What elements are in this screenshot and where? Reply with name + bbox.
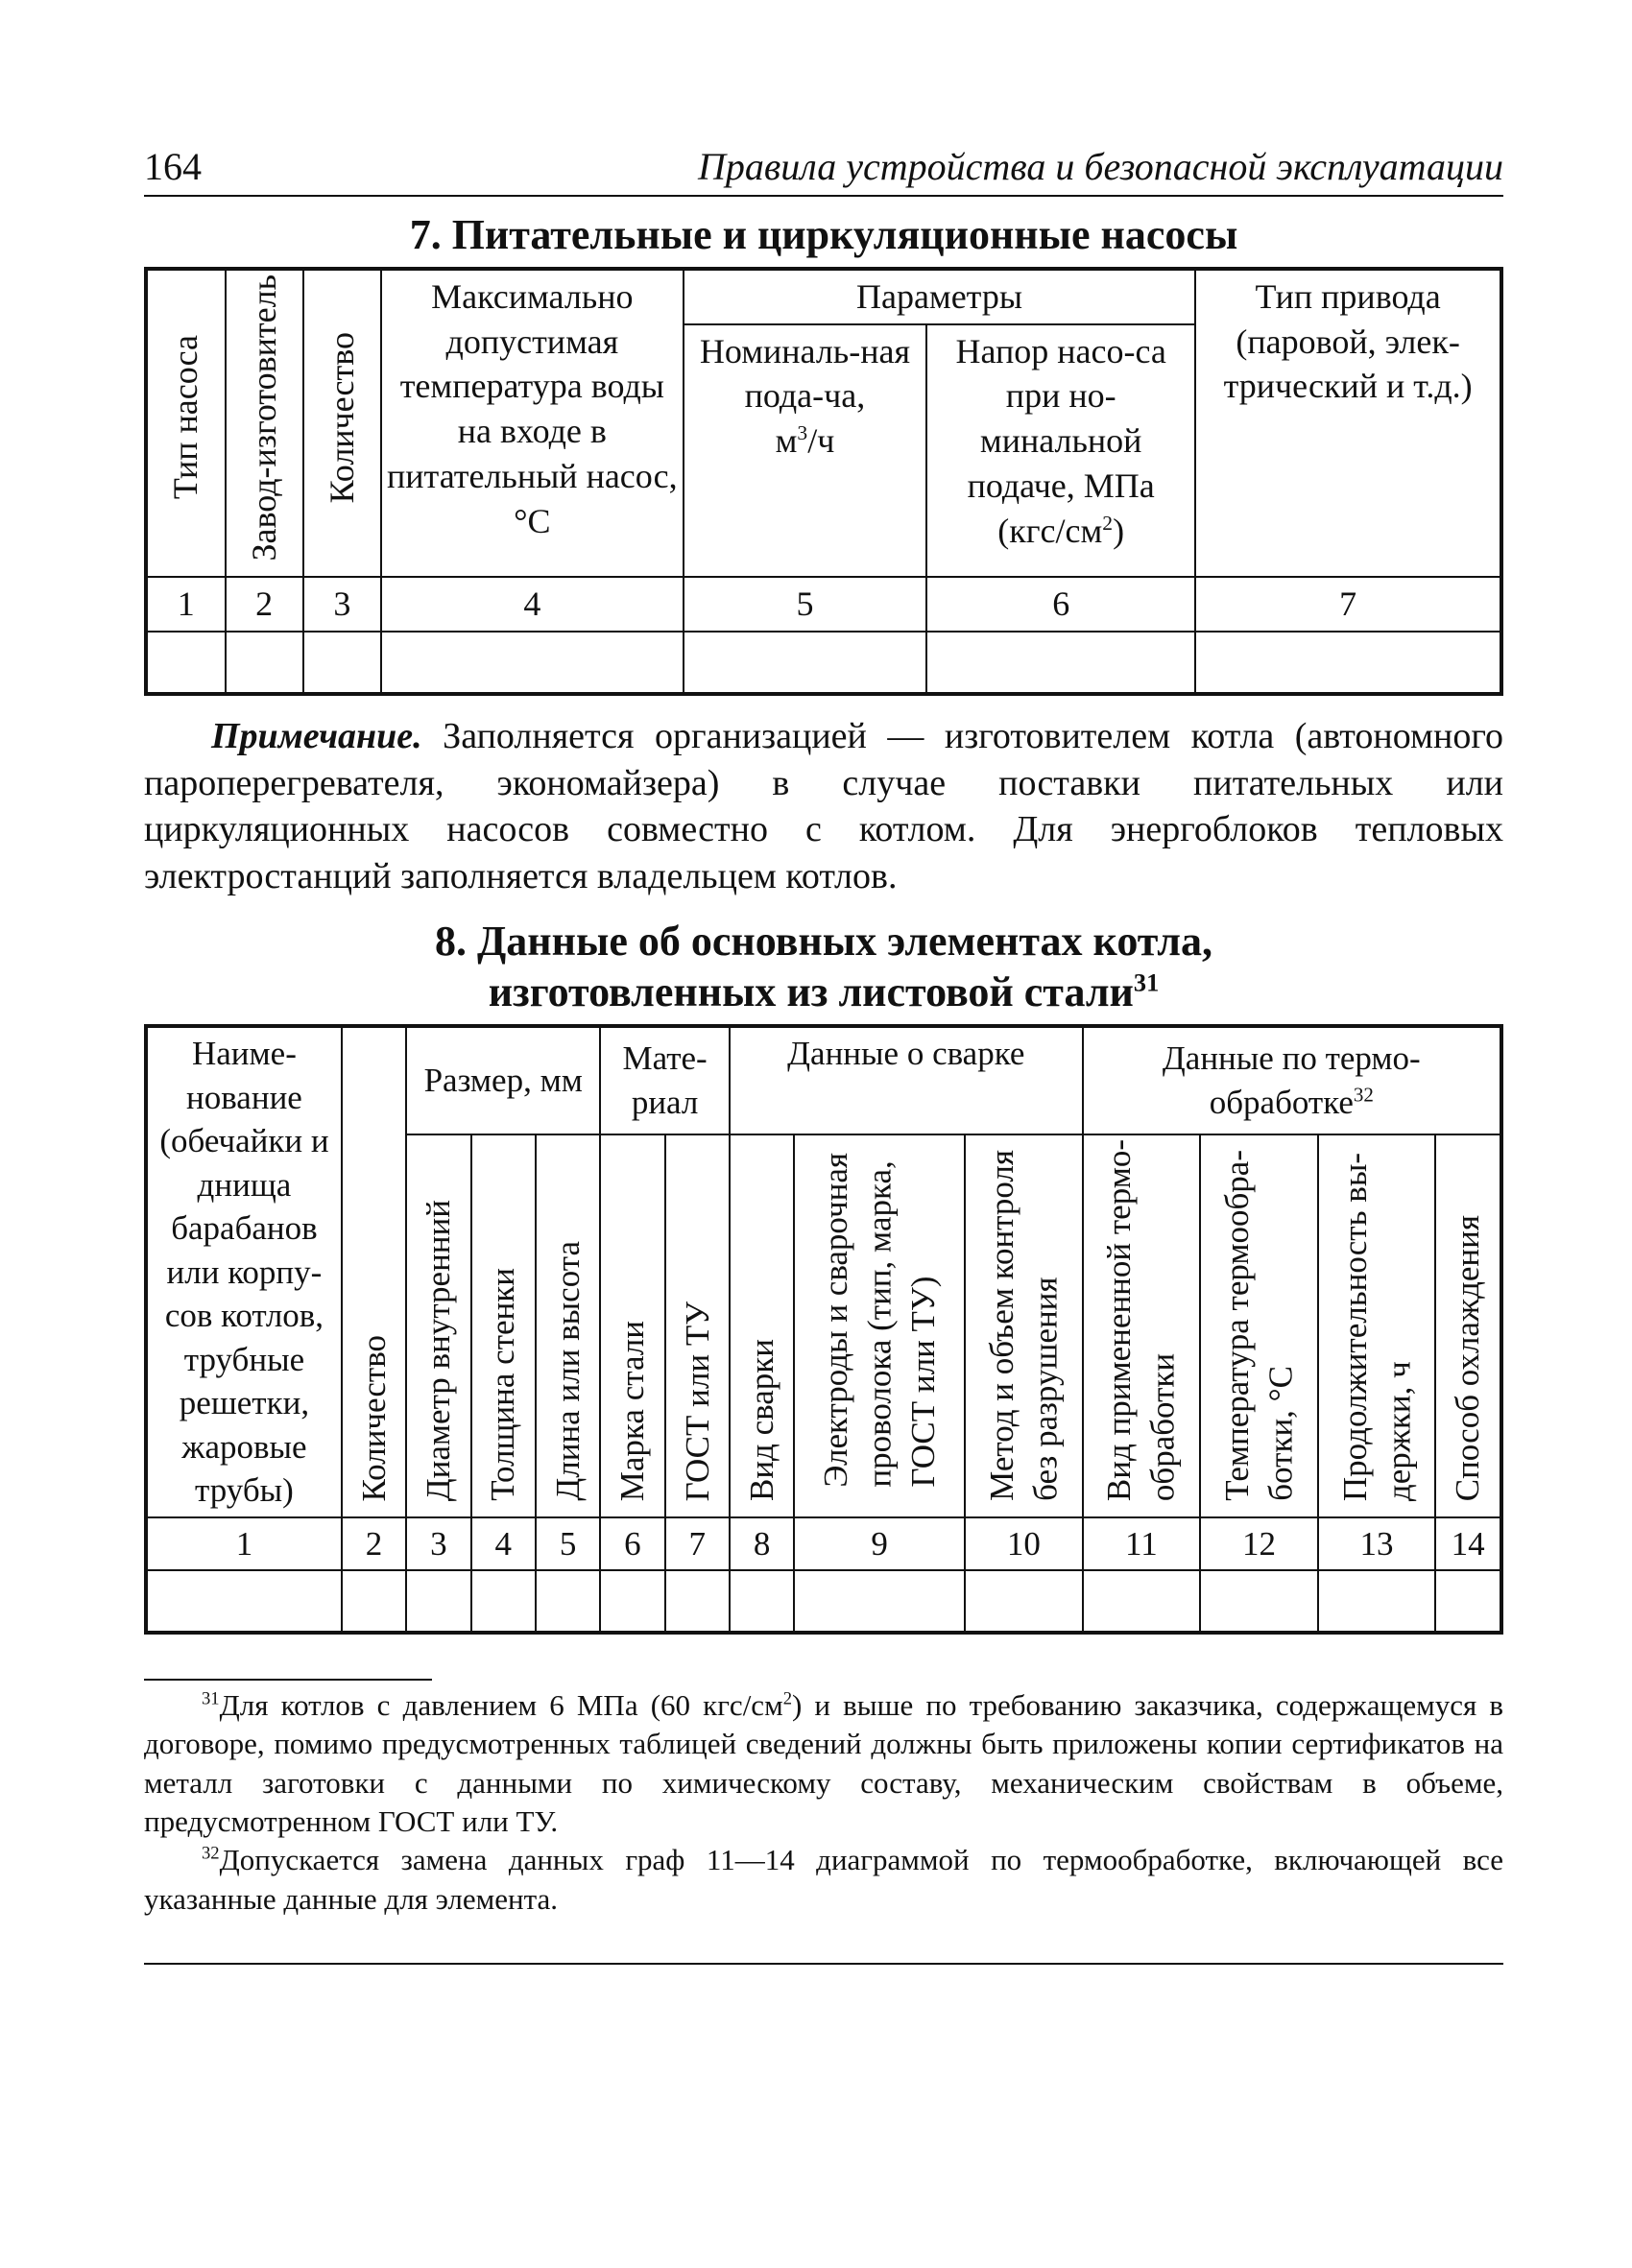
running-title: Правила устройства и безопасной эксплуатации [698, 145, 1503, 188]
empty-cell [381, 632, 684, 694]
col-nominal-flow [684, 324, 926, 578]
pumps-table [144, 267, 1503, 696]
header-cell [730, 1134, 794, 1517]
heat-type-line1: Вид примененной термо- [1100, 1138, 1139, 1502]
col-electrodes [814, 1153, 946, 1488]
page [144, 144, 1503, 1965]
empty-row [146, 632, 1501, 694]
note-label: Примечание. [211, 715, 422, 756]
empty-cell [926, 632, 1195, 694]
control-line2: без разрушения [1026, 1277, 1065, 1502]
note [144, 713, 1503, 900]
empty-cell [1195, 632, 1501, 694]
empty-cell [1435, 1570, 1501, 1633]
section7-title: 7. Питательные и циркуляционные насосы [409, 211, 1238, 258]
electrodes-line2: проволока (тип, марка, [860, 1160, 899, 1488]
column-number: 3 [303, 577, 381, 632]
col-steel: Марка стали [613, 1320, 652, 1502]
col-gost: ГОСТ или ТУ [678, 1301, 716, 1502]
column-number: 14 [1435, 1517, 1501, 1571]
column-number: 7 [665, 1517, 730, 1571]
footnote-ref-32: 32 [1353, 1083, 1374, 1107]
footnote-31-sup: 2 [782, 1688, 792, 1709]
column-number: 10 [965, 1517, 1083, 1571]
empty-cell [146, 1570, 342, 1633]
col-pump-type: Тип насоса [166, 335, 205, 500]
column-numbers-row [146, 577, 1501, 632]
empty-cell [600, 1570, 664, 1633]
empty-cell [1083, 1570, 1201, 1633]
col-heat-label: Данные по термо-обработке [1162, 1039, 1421, 1121]
empty-cell [684, 632, 926, 694]
column-number: 5 [684, 577, 926, 632]
header-cell [226, 269, 303, 577]
empty-cell [965, 1570, 1083, 1633]
note-text: Заполняется организацией — изготовителем котла (автономного пароперегревателя, экономайзера) в случае поставки питательных или циркуляционных насосов совместно с котлом. Для энергоблоков тепловых электростанций заполняется владельцем котлов. [144, 715, 1503, 896]
col-head [926, 324, 1195, 578]
col-inner-diameter: Диаметр внутренний [420, 1199, 458, 1502]
column-number: 4 [381, 577, 684, 632]
hold-line1: Продолжительность вы- [1335, 1152, 1374, 1502]
header-cell [471, 1134, 536, 1517]
col-heat-type [1097, 1139, 1185, 1501]
empty-cell [536, 1570, 600, 1633]
head-unit-tail: ) [1113, 511, 1125, 550]
col-cooling: Способ охлаждения [1449, 1214, 1487, 1502]
hold-line2: держки, ч [1380, 1361, 1418, 1502]
header-cell [600, 1134, 664, 1517]
footnote-31-text-a: Для котлов с давлением 6 МПа (60 кгс/см [219, 1688, 783, 1723]
col-wall: Толщина стенки [484, 1268, 522, 1502]
col-heat-temp [1215, 1150, 1303, 1501]
column-number: 8 [730, 1517, 794, 1571]
section8-title-line1: 8. Данные об основных элементах котла, [435, 918, 1212, 966]
empty-cell [342, 1570, 406, 1633]
col-quantity: Количество [322, 331, 361, 504]
col-welding: Данные о сварке [730, 1026, 1083, 1134]
page-number: 164 [144, 145, 202, 188]
col-drive-type: Тип привода (паровой, элек-трический и т.д.) [1195, 269, 1501, 577]
col-size: Размер, мм [406, 1026, 600, 1134]
header-cell [794, 1134, 965, 1517]
column-number: 12 [1200, 1517, 1318, 1571]
control-line1: Метод и объем контроля [982, 1150, 1020, 1502]
empty-cell [794, 1570, 965, 1633]
empty-cell [665, 1570, 730, 1633]
col-control [980, 1150, 1068, 1501]
footnote-31-text-b: ) и выше по требованию заказчика, содержащемуся в договоре, помимо предусмотренных таблицей сведений должны быть приложены копии сертификатов на металл заготовки с данными по химическому составу, механическим свойствам в объеме, предусмотренном ГОСТ или ТУ. [144, 1688, 1503, 1838]
header-cell [1083, 1134, 1201, 1517]
section8-title-line2: изготовленных из листовой стали [488, 968, 1134, 1016]
column-number: 2 [342, 1517, 406, 1571]
header-cell [536, 1134, 600, 1517]
empty-cell [146, 632, 226, 694]
empty-cell [226, 632, 303, 694]
column-numbers-row [146, 1517, 1501, 1571]
head-unit-sup: 2 [1102, 511, 1114, 535]
footnote-31 [144, 1686, 1503, 1841]
empty-cell [303, 632, 381, 694]
col-material: Мате-риал [600, 1026, 730, 1134]
electrodes-line1: Электроды и сварочная [816, 1153, 854, 1488]
running-header [144, 144, 1503, 197]
footnote-32-text: Допускается замена данных граф 11—14 диаграммой по термообработке, включающей все указанные данные для элемента. [144, 1843, 1503, 1916]
col-parameters: Параметры [684, 269, 1195, 324]
column-number: 11 [1083, 1517, 1201, 1571]
column-number: 1 [146, 577, 226, 632]
footnote-32 [144, 1841, 1503, 1919]
column-number: 2 [226, 577, 303, 632]
column-number: 6 [600, 1517, 664, 1571]
column-number: 6 [926, 577, 1195, 632]
elements-table [144, 1024, 1503, 1635]
header-cell [406, 1134, 470, 1517]
column-number: 1 [146, 1517, 342, 1571]
header-cell [146, 269, 226, 577]
empty-row [146, 1570, 1501, 1633]
header-cell [342, 1026, 406, 1517]
nominal-flow-unit-sup: 3 [797, 421, 808, 445]
col-length: Длина или высота [548, 1241, 587, 1502]
bottom-rule [144, 1963, 1503, 1965]
nominal-flow-unit: м [775, 421, 798, 461]
footnote-31-mark: 31 [202, 1688, 220, 1709]
column-number: 7 [1195, 577, 1501, 632]
header-cell [965, 1134, 1083, 1517]
column-number: 5 [536, 1517, 600, 1571]
section8-title [144, 917, 1503, 1018]
column-number: 13 [1318, 1517, 1436, 1571]
empty-cell [1318, 1570, 1436, 1633]
nominal-flow-unit-tail: /ч [807, 421, 835, 461]
header-cell [303, 269, 381, 577]
heat-temp-line2: ботки, °С [1261, 1366, 1300, 1502]
col-heat [1083, 1026, 1501, 1134]
empty-cell [406, 1570, 470, 1633]
footnote-32-mark: 32 [202, 1843, 220, 1864]
nominal-flow-label: Номиналь-ная пода-ча, [699, 331, 910, 416]
head-label: Напор насо-са при но-минальной подаче, МПа [955, 331, 1166, 505]
heat-type-line2: обработки [1143, 1352, 1182, 1502]
col-manufacturer: Завод-изготовитель [244, 274, 283, 561]
col-quantity-8: Количество [354, 1334, 393, 1502]
col-name: Наиме-нование (обечайки и днища барабанов или корпу-сов котлов, трубные решетки, жаровые трубы) [146, 1026, 342, 1517]
column-number: 9 [794, 1517, 965, 1571]
heat-temp-line1: Температура термообра- [1217, 1150, 1256, 1502]
footnote-rule [144, 1679, 432, 1681]
header-cell [1318, 1134, 1436, 1517]
electrodes-line3: ГОСТ или ТУ) [903, 1276, 942, 1488]
empty-cell [730, 1570, 794, 1633]
col-weld-type: Вид сварки [742, 1339, 780, 1502]
head-unit: (кгс/см [997, 511, 1103, 550]
column-number: 4 [471, 1517, 536, 1571]
header-cell [1435, 1134, 1501, 1517]
empty-cell [1200, 1570, 1318, 1633]
footnote-ref-31: 31 [1133, 967, 1160, 997]
header-cell [1200, 1134, 1318, 1517]
header-cell [665, 1134, 730, 1517]
col-max-temp: Максимально допустимая температура воды на входе в питательный насос, °С [381, 269, 684, 577]
col-hold [1333, 1153, 1421, 1501]
column-number: 3 [406, 1517, 470, 1571]
empty-cell [471, 1570, 536, 1633]
